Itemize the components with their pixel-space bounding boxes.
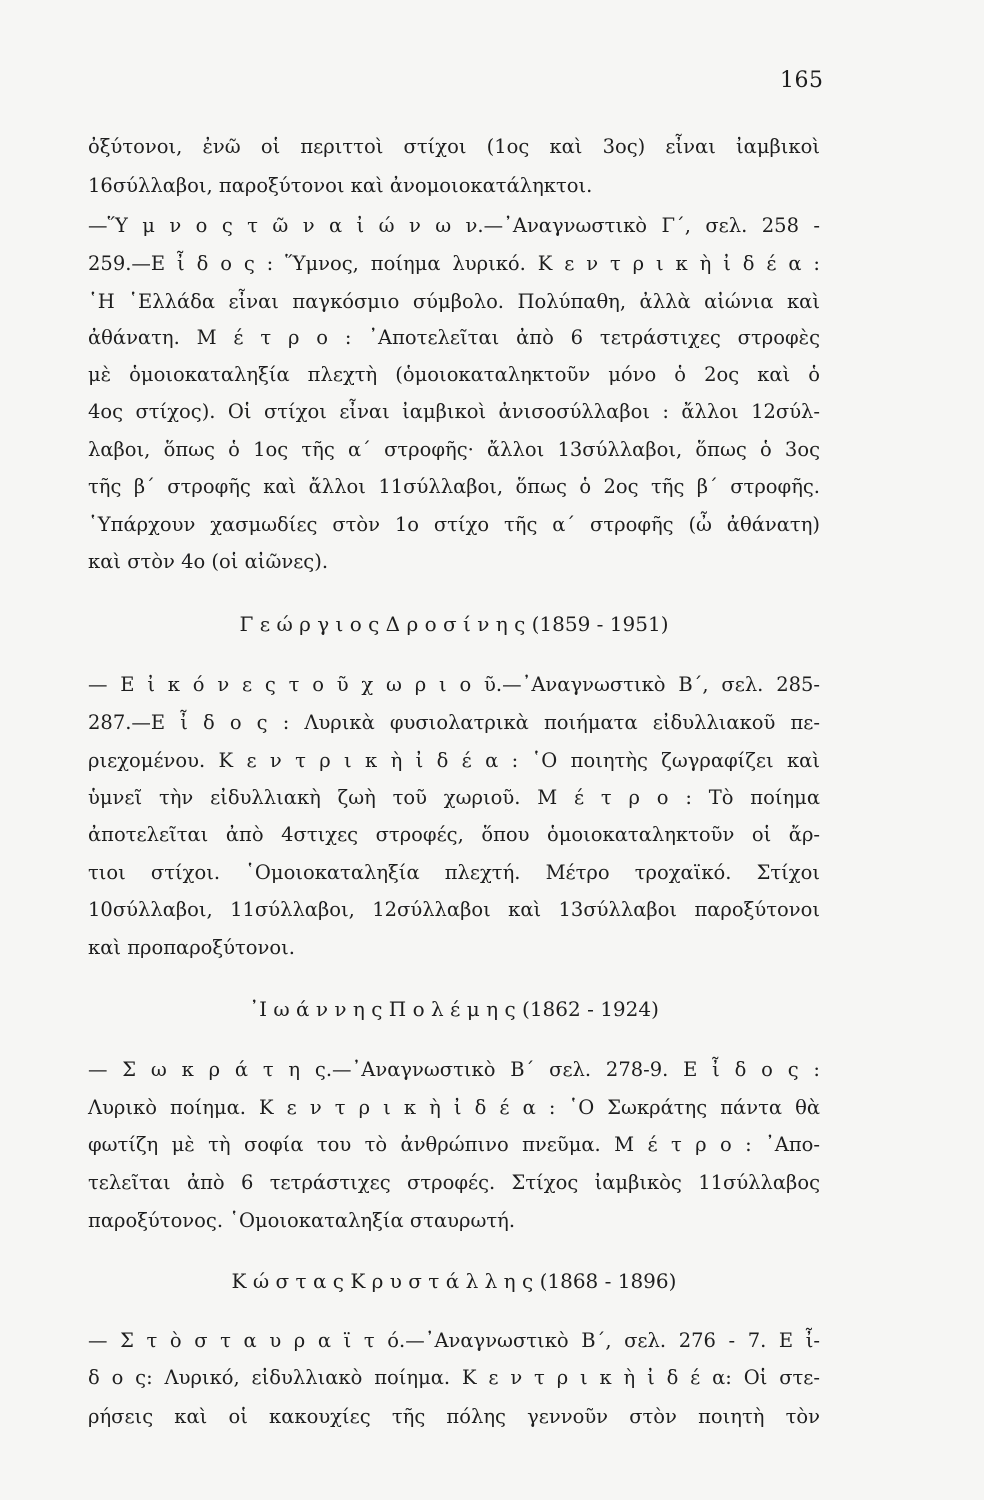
text-line: 287.—Ε ἶ δ ο ς : Λυρικὰ φυσιολατρικὰ ποιήματα εἰδυλλιακοῦ πε-	[88, 711, 820, 734]
text-line: ἀποτελεῖται ἀπὸ 4στιχες στροφές, ὅπου ὁμοιοκαταληκτοῦν οἱ ἄρ-	[88, 823, 820, 846]
author-name: ᾿Ι ω ά ν ν η ς Π ο λ έ μ η ς	[249, 997, 516, 1021]
text-line: παροξύτονος. ῾Ομοιοκαταληξία σταυρωτή.	[88, 1209, 516, 1232]
text-line: — Ε ἰ κ ό ν ε ς τ ο ῦ χ ω ρ ι ο ῦ.—᾿Αναγνωστικὸ Β΄, σελ. 285-	[88, 673, 820, 696]
text-line: ριεχομένου. Κ ε ν τ ρ ι κ ὴ ἰ δ έ α : ῾Ο ποιητὴς ζωγραφίζει καὶ	[88, 749, 820, 772]
text-line: Λυρικὸ ποίημα. Κ ε ν τ ρ ι κ ὴ ἰ δ έ α : ῾Ο Σωκράτης πάντα θὰ	[88, 1096, 820, 1119]
text-line: λαβοι, ὅπως ὁ 1ος τῆς α΄ στροφῆς· ἄλλοι 13σύλλαβοι, ὅπως ὁ 3ος	[88, 438, 820, 461]
text-line: καὶ προπαροξύτονοι.	[88, 936, 295, 959]
text-line: —Ὕ μ ν ο ς τ ῶ ν α ἰ ώ ν ω ν.—᾿Αναγνωστικὸ Γ΄, σελ. 258 -	[88, 214, 820, 237]
text-line: ὑμνεῖ τὴν εἰδυλλιακὴ ζωὴ τοῦ χωριοῦ. Μ έ τ ρ ο : Τὸ ποίημα	[88, 786, 820, 809]
text-line: δ ο ς: Λυρικό, εἰδυλλιακὸ ποίημα. Κ ε ν τ ρ ι κ ὴ ἰ δ έ α: Οἱ στε-	[88, 1366, 820, 1389]
author-years: (1868 - 1896)	[539, 1269, 677, 1293]
text-line: τελεῖται ἀπὸ 6 τετράστιχες στροφές. Στίχος ἰαμβικὸς 11σύλλαβος	[88, 1171, 820, 1194]
text-line: — Σ ω κ ρ ά τ η ς.—᾿Αναγνωστικὸ Β΄ σελ. 278-9. Ε ἶ δ ο ς :	[88, 1058, 820, 1081]
text-line: ῾Η ῾Ελλάδα εἶναι παγκόσμιο σύμβολο. Πολύπαθη, ἀλλὰ αἰώνια καὶ	[88, 290, 820, 313]
text-line: 4ος στίχος). Οἱ στίχοι εἶναι ἰαμβικοὶ ἀνισοσύλλαβοι : ἄλλοι 12σύλ-	[88, 400, 820, 423]
text-line: μὲ ὁμοιοκαταληξία πλεχτὴ (ὁμοιοκαταληκτοῦν μόνο ὁ 2ος καὶ ὁ	[88, 363, 820, 386]
author-heading	[88, 608, 820, 640]
text-line: 10σύλλαβοι, 11σύλλαβοι, 12σύλλαβοι καὶ 13σύλλαβοι παροξύτονοι	[88, 898, 820, 921]
author-heading	[88, 993, 820, 1025]
text-line: ὀξύτονοι, ἐνῶ οἱ περιττοὶ στίχοι (1ος καὶ 3ος) εἶναι ἰαμβικοὶ	[88, 135, 820, 158]
page-number: 165	[780, 68, 824, 93]
text-line: — Σ τ ὸ σ τ α υ ρ α ϊ τ ό.—᾿Αναγνωστικὸ Β΄, σελ. 276 - 7. Ε ἶ-	[88, 1329, 820, 1352]
author-years: (1859 - 1951)	[531, 612, 669, 636]
text-line: τῆς β΄ στροφῆς καὶ ἄλλοι 11σύλλαβοι, ὅπως ὁ 2ος τῆς β΄ στροφῆς.	[88, 475, 820, 498]
author-years: (1862 - 1924)	[522, 997, 659, 1021]
text-line: ρήσεις καὶ οἱ κακουχίες τῆς πόλης γεννοῦν στὸν ποιητὴ τὸν	[88, 1405, 820, 1428]
text-line: 259.—Ε ἶ δ ο ς : Ὕμνος, ποίημα λυρικό. Κ ε ν τ ρ ι κ ὴ ἰ δ έ α :	[88, 252, 820, 275]
text-line: τιοι στίχοι. ῾Ομοιοκαταληξία πλεχτή. Μέτρο τροχαϊκό. Στίχοι	[88, 861, 820, 884]
author-name: Κ ώ σ τ α ς Κ ρ υ σ τ ά λ λ η ς	[231, 1269, 534, 1293]
author-name: Γ ε ώ ρ γ ι ο ς Δ ρ ο σ ί ν η ς	[239, 612, 526, 636]
text-line: ῾Υπάρχουν χασμωδίες στὸν 1ο στίχο τῆς α΄ στροφῆς (ὦ ἀθάνατη)	[88, 513, 820, 536]
text-line: φωτίζη μὲ τὴ σοφία του τὸ ἀνθρώπινο πνεῦμα. Μ έ τ ρ ο : ᾿Απο-	[88, 1133, 820, 1156]
text-line: ἀθάνατη. Μ έ τ ρ ο : ᾿Αποτελεῖται ἀπὸ 6 τετράστιχες στροφὲς	[88, 326, 820, 349]
text-line: 16σύλλαβοι, παροξύτονοι καὶ ἀνομοιοκατάληκτοι.	[88, 174, 593, 197]
text-line: καὶ στὸν 4ο (οἱ αἰῶνες).	[88, 550, 329, 573]
author-heading	[88, 1265, 820, 1297]
